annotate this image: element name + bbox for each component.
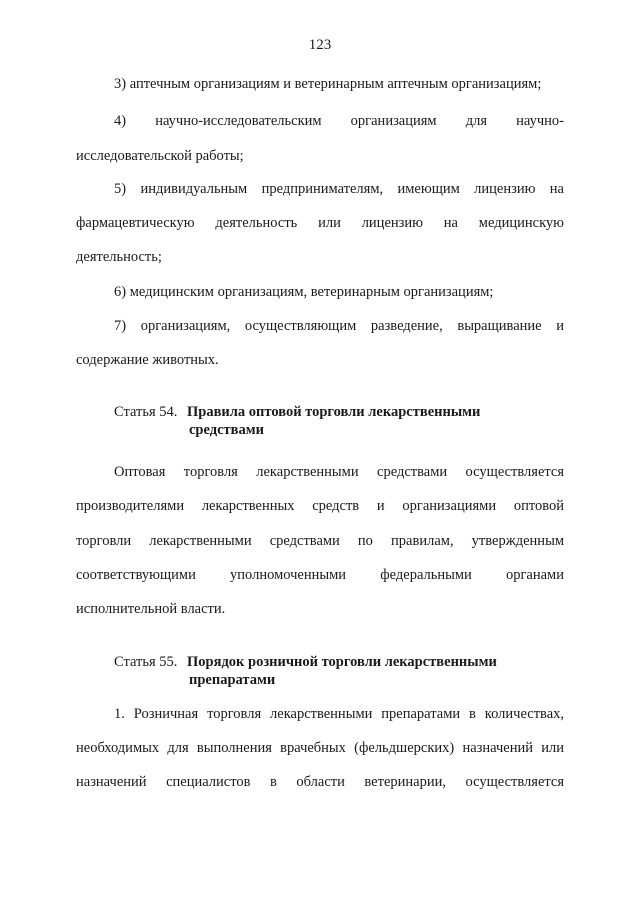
article-55-paragraph-line3: назначений специалистов в области ветеринарии, осуществляется bbox=[76, 774, 564, 790]
list-item-4-line2: исследовательской работы; bbox=[76, 148, 244, 164]
article-54-paragraph-line1: Оптовая торговля лекарственными средствами осуществляется bbox=[114, 464, 564, 480]
article-55-paragraph-line1: 1. Розничная торговля лекарственными препаратами в количествах, bbox=[114, 706, 564, 722]
list-item-7-line2: содержание животных. bbox=[76, 352, 219, 368]
list-item-5-line3: деятельность; bbox=[76, 249, 162, 265]
list-item-5-line2: фармацевтическую деятельность или лицензию на медицинскую bbox=[76, 215, 564, 231]
list-item-5-line1: 5) индивидуальным предпринимателям, имеющим лицензию на bbox=[114, 181, 564, 197]
list-item-7-line1: 7) организациям, осуществляющим разведение, выращивание и bbox=[114, 318, 564, 334]
article-55-number: Статья 55. bbox=[114, 654, 178, 670]
article-54-title: Правила оптовой торговли лекарственными bbox=[187, 404, 481, 420]
list-item-6: 6) медицинским организациям, ветеринарным организациям; bbox=[114, 284, 494, 300]
article-54-paragraph-line3: торговли лекарственными средствами по правилам, утвержденным bbox=[76, 533, 564, 549]
article-54-heading bbox=[114, 403, 480, 421]
article-54-paragraph-line2: производителями лекарственных средств и организациями оптовой bbox=[76, 498, 564, 514]
page-number: 123 bbox=[308, 37, 332, 53]
article-54-title-cont: средствами bbox=[189, 422, 264, 438]
list-item-3: 3) аптечным организациям и ветеринарным аптечным организациям; bbox=[114, 76, 542, 92]
article-55-paragraph-line2: необходимых для выполнения врачебных (фельдшерских) назначений или bbox=[76, 740, 564, 756]
article-54-number: Статья 54. bbox=[114, 404, 178, 420]
list-item-4-line1: 4) научно-исследовательским организациям для научно- bbox=[114, 113, 564, 129]
article-55-heading bbox=[114, 653, 497, 671]
article-54-paragraph-line5: исполнительной власти. bbox=[76, 601, 226, 617]
article-55-title: Порядок розничной торговли лекарственными bbox=[187, 654, 497, 670]
article-54-paragraph-line4: соответствующими уполномоченными федеральными органами bbox=[76, 567, 564, 583]
article-55-title-cont: препаратами bbox=[189, 672, 276, 688]
